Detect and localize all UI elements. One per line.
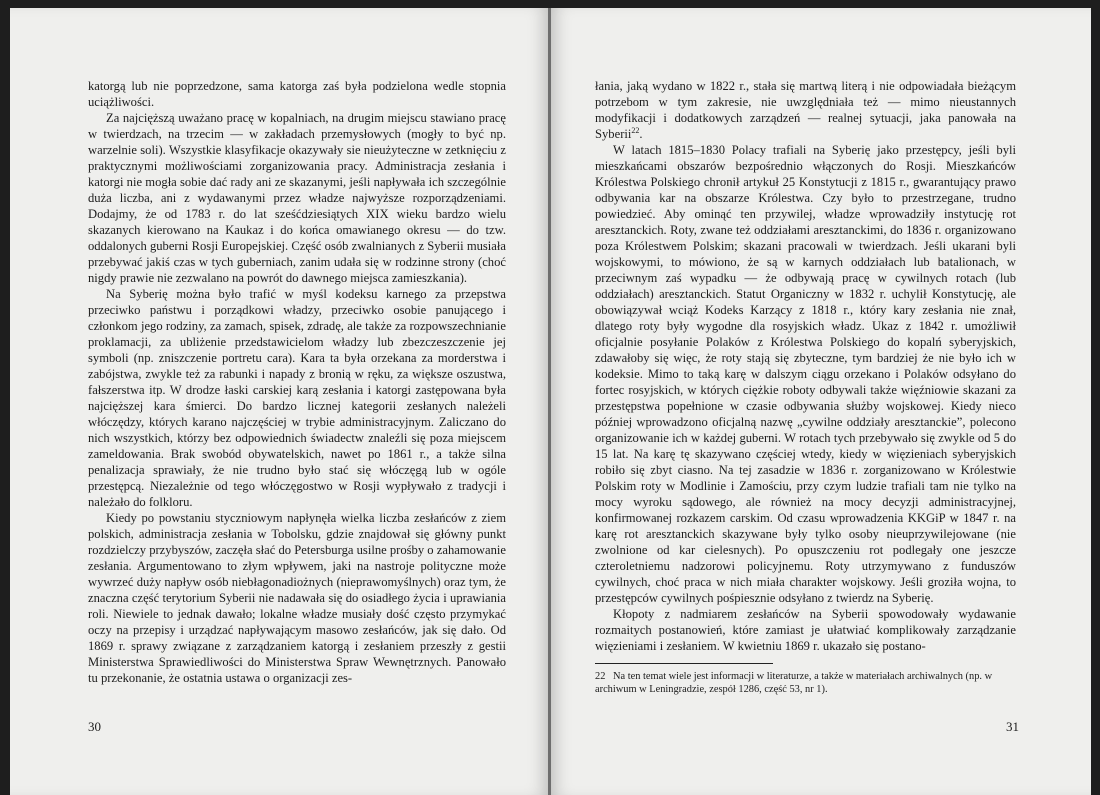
- right-page: [551, 8, 1091, 795]
- footnote-number: 22: [595, 671, 606, 682]
- paragraph: Za najcięższą uważano pracę w kopalniach, na drugim miejscu stawiano pracę w twierdzach, na trzecim — w zakładach przemysłowych (mogły to być np. warzelnie soli). Wszystkie klasyfikacje okazywały sie nieużyteczne w zetknięciu z praktycznymi możliwościami zorganizowania pracy. Administracja zesłania i katorgi nie mogła sobie dać rady ani ze skazanymi, jeśli napływała ich szczególnie duża liczba, ani z wydawanymi przez władze najwyższe rozporządzeniami. Dodajmy, że od 1783 r. do lat sześćdziesiątych XIX wieku bardzo wielu skazanych kierowano na Kaukaz i do końca omawianego okresu — do tzw. oddalonych guberni Rosji Europejskiej. Część osób zwalnianych z Syberii musiała przebywać jakiś czas w tych guberniach, zanim udała się w rodzinne strony (choć nigdy prawie nie zezwalano na powrót do dawnego miejsca zamieszkania).: [88, 111, 506, 285]
- footnote-text: Na ten temat wiele jest informacji w literaturze, a także w materiałach archiwalnych (np. w archiwum w Leningradzie, zespół 1286, część 53, nr 1).: [595, 671, 993, 695]
- paragraph: Kiedy po powstaniu styczniowym napłynęła wielka liczba zesłańców z ziem polskich, administracja zesłania w Tobolsku, gdzie znajdował się główny punkt rozdzielczy przybyszów, zaczęła słać do Petersburga usilne prośby o zahamowanie zesłania. Argumentowano to złym wpływem, jaki na nastroje polityczne może wywrzeć duży napływ osób niebłagonadiożnych (nieprawomyślnych) oraz tym, że znaczna część terytorium Syberii nie nadawała się do osiadłego życia i uprawiania roli. Niewiele to jednak dawało; lokalne władze musiały dość często przymykać oczy na przepisy i urządzać napływającym masowo zesłańców, jak się dało. Od 1869 r. sprawy związane z zarządzaniem katorgą i zesłaniem przeszły z gestii Ministerstwa Sprawiedliwości do Ministerstwa Spraw Wewnętrznych. Panowało tu przekonanie, że ostatnia ustawa o organizacji zes-: [88, 511, 506, 685]
- paragraph: Kłopoty z nadmiarem zesłańców na Syberii spowodowały wydawanie rozmaitych postanowień, które zamiast je ułatwiać komplikowały zarządzanie więzieniami i zesłaniem. W kwietniu 1869 r. ukazało się postano-: [595, 607, 1016, 653]
- footnote-separator: [595, 663, 773, 664]
- paragraph: katorgą lub nie poprzedzone, sama katorga zaś była podzielona wedle stopnia uciążliwości.: [88, 79, 506, 109]
- paragraph: Na Syberię można było trafić w myśl kodeksu karnego za przepstwa przeciwko państwu i porządkowi władzy, przeciwko osobie panującego i członkom jego rodziny, za zamach, spisek, zdradę, ale także za rozpowszechnianie proklamacji, za ubliżenie przedstawicielom władzy lub zbezczeszczenie jej symboli (np. zniszczenie portretu cara). Kara ta była orzekana za morderstwa i zabójstwa, zwykle też za rabunki i napady z bronią w ręku, za większe oszustwa, fałszerstwa itp. W drodze łaski carskiej karą zesłania i katorgi zastępowana była najcięższej kara śmierci. Do bardzo licznej kategorii zesłanych należeli włóczędzy, których karano najczęściej w trybie administracyjnym. Zaliczano do nich wszystkich, którzy bez odpowiednich świadectw znaleźli się poza miejscem zameldowania. Brak swobód obywatelskich, nawet po 1861 r., a także silna penalizacja sprawiały, że nie trudno było stać się włóczęgą lub w ogóle przestępcą. Niezależnie od tego włóczęgostwo w Rosji wypływało z tradycji i należało do folkloru.: [88, 287, 506, 509]
- page-number: 30: [88, 719, 101, 734]
- footnote: [595, 670, 1016, 696]
- paragraph: łania, jaką wydano w 1822 r., stała się martwą literą i nie odpowiadała bieżącym potrzebom w tym zakresie, nie uwzględniała też — mimo nieustannych modyfikacji i dodatkowych zarządzeń — realnej sytuacji, jaka panowała na Syberii$^{22}$.: [595, 79, 1016, 141]
- left-page: [10, 8, 548, 795]
- footnote-ref[interactable]: 22: [631, 125, 640, 135]
- paragraph: W latach 1815–1830 Polacy trafiali na Syberię jako przestępcy, jeśli byli mieszkańcami obszarów bezpośrednio włączonych do Rosji. Mieszkańców Królestwa Polskiego chronił artykuł 25 Konstytucji z 1815 r., gwarantujący prawo odbywania kar na obszarze Królestwa. Czy było to przestrzegane, trudno powiedzieć. Aby ominąć ten przywilej, władze wprowadziły instytucję rot aresztanckich. Roty, zwane też oddziałami aresztanckimi, do 1836 r. organizowano poza Królestwem Polskim; skazani pracowali w twierdzach. Jeśli ukarani byli wojskowymi, to mówiono, że są w karnych oddziałach lub batalionach, w przeciwnym zaś wypadku — że odbywają pracę w cywilnych rotach (lub oddziałach) aresztanckich. Statut Organiczny w 1832 r. uchylił Konstytucję, ale obowiązywał wciąż Kodeks Karzący z 1818 r., który kary zesłania nie znał, dlatego roty były wygodne dla rosyjskich władz. Ukaz z 1842 r. umożliwił oficjalnie posyłanie Polaków z Królestwa Polskiego do kopalń syberyjskich, zdawałoby się więc, że roty stają się zbyteczne, tym bardziej że nie było ich w kodeksie. Mimo to taką karę w dalszym ciągu orzekano i Polaków odsyłano do fortec rosyjskich, w których ciężkie roboty odbywali także więźniowie skazani za przestępstwa popełnione w czasie odbywania służby wojskowej. Kiedy nieco później wprowadzono oficjalną nazwę „cywilne oddziały aresztanckie”, polecono organizowanie ich w każdej guberni. W rotach tych przebywało się zwykle od 5 do 15 lat. Na karę tę skazywano częściej wtedy, kiedy w więzieniach syberyjskich robiło się zbyt ciasno. Na tej zasadzie w 1836 r. zorganizowano w Królestwie Polskim roty w Modlinie i Zamościu, przy czym ludzie trafiali tam nie tylko na mocy wyroku sądowego, ale również na mocy decyzji administracyjnej, konfirmowanej rozkazem carskim. Od czasu wprowadzenia KKGiP w 1847 r. na karę rot aresztanckich skazywane były tylko osoby nieuprzywilejowane (nie zwolnione od kar cielesnych). Po opuszczeniu rot podlegały one jeszcze czteroletniemu nadzorowi policyjnemu. Roty utrzymywano z funduszów cywilnych, choć praca w nich miała charakter wojskowy. Jeśli groziła wojna, to przestępców cywilnych pośpiesznie odsyłano z twierdz na Syberię.: [595, 143, 1016, 605]
- left-page-text: [88, 78, 506, 686]
- right-page-text: [595, 78, 1016, 696]
- page-number: 31: [1006, 719, 1019, 734]
